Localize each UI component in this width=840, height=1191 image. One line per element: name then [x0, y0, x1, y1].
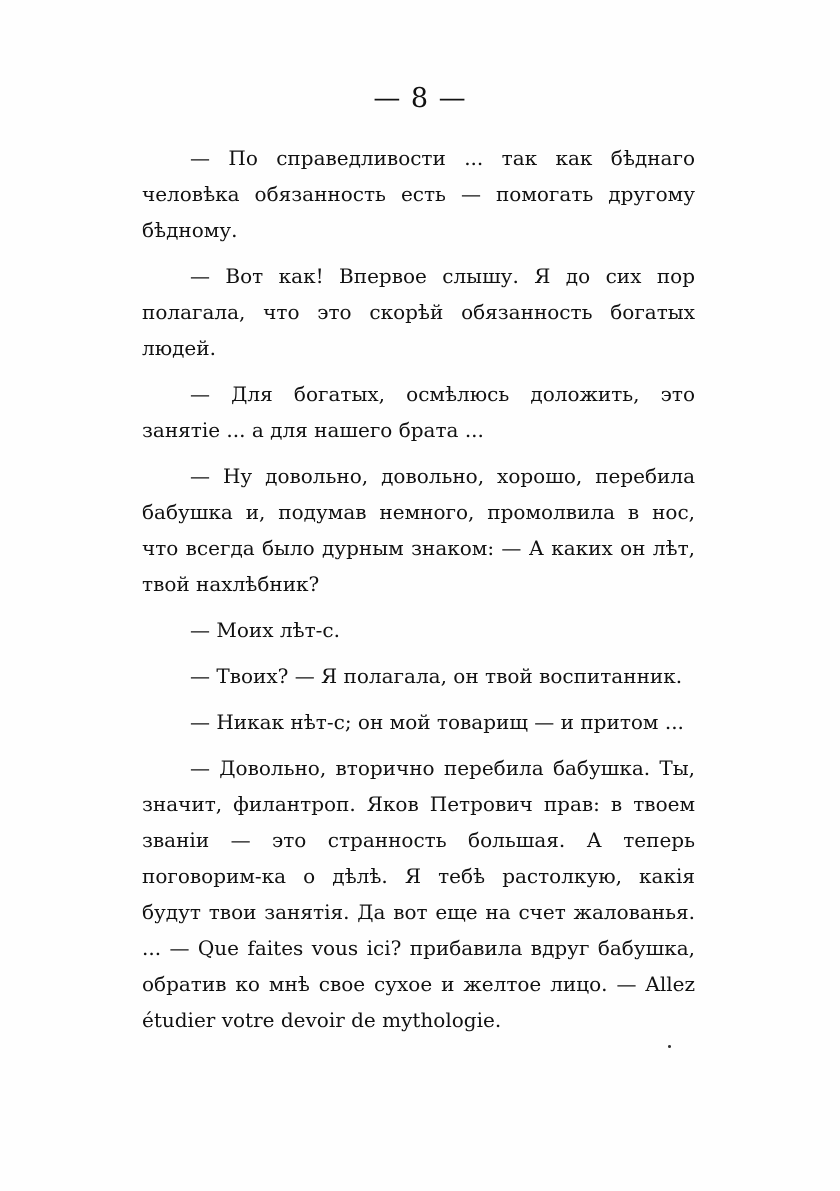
- paragraph-3: — Для богатых, осмѣлюсь доложить, это занятіе ... а для нашего брата ...: [142, 382, 695, 442]
- paper-speck: [668, 1045, 671, 1048]
- paragraph-8: — Довольно, вторично перебила бабушка. Ты, значит, филантроп. Яков Петрович прав: в твоем званіи — это странность большая. А теперь поговорим-ка о дѣлѣ. Я тебѣ растолкую, какія будут твои занятія. Да вот еще на счет жалованья. ... — Que faites vous ici? прибавила вдруг бабушка, обратив ко мнѣ свое сухое и желтое лицо. — Allez étudier votre devoir de mythologie.: [142, 756, 695, 1032]
- paragraph-1: — По справедливости ... так как бѣднаго человѣка обязанность есть — помогать другому бѣдному.: [142, 146, 695, 242]
- page-body-text: [142, 140, 695, 1038]
- paragraph-2: — Вот как! Впервое слышу. Я до сих пор полагала, что это скорѣй обязанность богатых людей.: [142, 264, 695, 360]
- paragraph-7: — Никак нѣт-с; он мой товарищ — и притом ...: [190, 710, 684, 734]
- paragraph-5: — Моих лѣт-с.: [190, 618, 340, 642]
- page-number: — 8 —: [373, 83, 467, 114]
- paragraph-4: — Ну довольно, довольно, хорошо, перебила бабушка и, подумав немного, промолвила в нос, что всегда было дурным знаком: — А каких он лѣт, твой нахлѣбник?: [142, 464, 695, 596]
- paragraph-6: — Твоих? — Я полагала, он твой воспитанник.: [190, 664, 683, 688]
